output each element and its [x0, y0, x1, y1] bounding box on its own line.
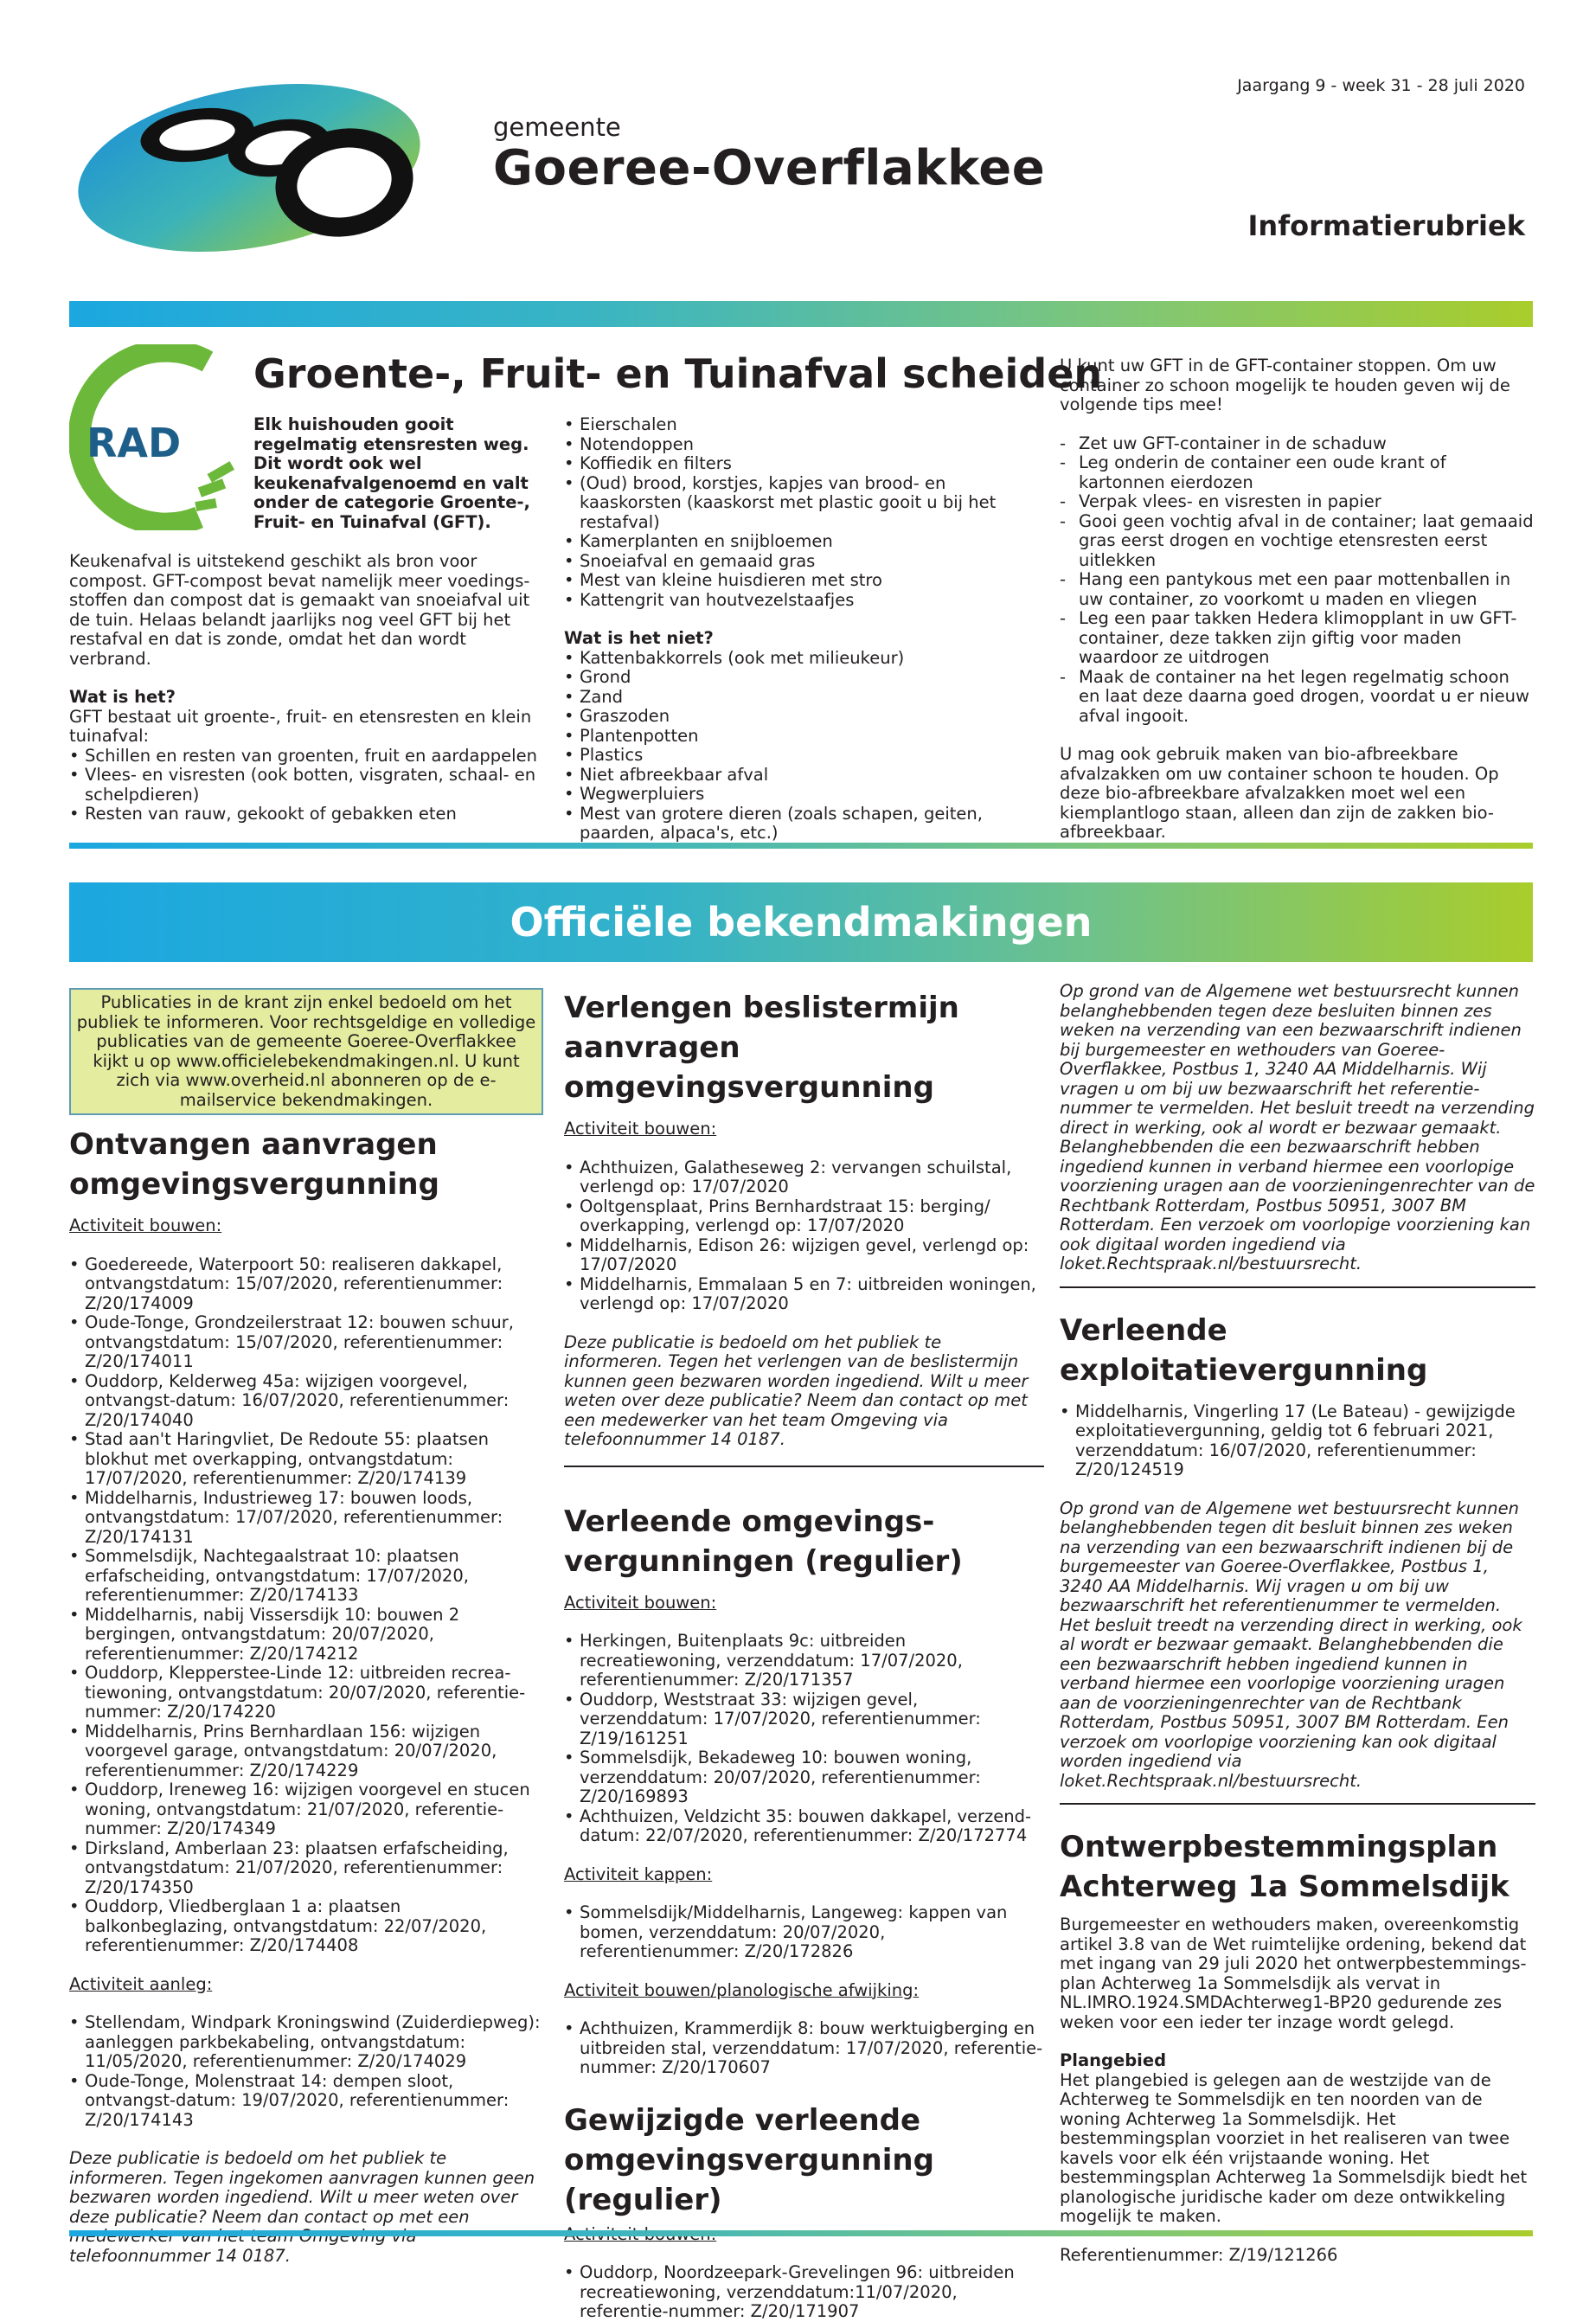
list-item: • Sommelsdijk, Nachtegaalstraat 10: plaatsen erfafscheiding, ontvangstdatum: 17/07/2020, referentienummer: Z/20/174133	[69, 1547, 543, 1606]
list-item: • Achthuizen, Krammerdijk 8: bouw werktuigberging en uitbreiden stal, verzenddatum: 17/07/2020, referentie-nummer: Z/20/170607	[564, 2019, 1044, 2078]
list-item: • Snoeiafval en gemaaid gras	[564, 552, 1044, 572]
list-item: • Niet afbreekbaar afval	[564, 766, 1044, 786]
gft-intro: Elk huishouden gooit regelmatig etensresten weg. Dit wordt ook wel keukenafvalgenoemd en valt onder de categorie Groente-, Fruit- en Tuinafval (GFT).	[253, 414, 530, 532]
list-item: • Kattengrit van houtvezelstaafjes	[564, 591, 1044, 611]
section-divider	[1060, 1286, 1535, 1288]
bezwaar-paragraph-2: Op grond van de Algemene wet bestuursrecht kunnen belanghebbenden tegen dit besluit binnen zes weken na verzending van een bezwaarschrift indienen bij de burgemeester van Goeree-Overflakkee, Postbus 1, 3240 AA Middelharnis. Wij vragen u om bij uw bezwaarschrift het referentienummer te vermelden. Het besluit treedt na verzending direct in werking, ook al wordt er bezwaar gemaakt. Belanghebbenden die een bezwaarschrift hebben ingediend kunnen in verband hiermee een voorlopige voorziening uragen aan de voorzieningenrechter van de Rechtbank Rotterdam, Postbus 50951, 3007 BM Rotterdam. Een verzoek om voorlopige voorziening kan ook digitaal worden ingediend via loket.Rechtspraak.nl/bestuursrecht.	[1060, 1498, 1522, 1791]
heading-exploitatievergunning: Verleende exploitatievergunning	[1060, 1312, 1428, 1388]
gft-tips-intro: U kunt uw GFT in de GFT-container stoppen. Om uw container zo schoon mogelijk te houden geven wij de volgende tips mee!	[1060, 356, 1510, 414]
list-item: • Dirksland, Amberlaan 23: plaatsen erfafscheiding, ontvangstdatum: 21/07/2020, referentienummer: Z/20/174350	[69, 1839, 543, 1898]
list-item: • (Oud) brood, korstjes, kapjes van brood- en kaaskorsten (kaaskorst met plastic gooit u bij het restafval)	[564, 474, 1044, 533]
issue-line: Jaargang 9 - week 31 - 28 juli 2020	[1237, 76, 1525, 95]
top-divider-bar	[69, 301, 1533, 327]
official-column-2	[564, 988, 1044, 2322]
heading-gewijzigde-verleende: Gewijzigde verleende omgevingsvergunning (regulier)	[564, 2102, 934, 2217]
gft-what-heading: Wat is het?	[69, 687, 176, 707]
official-banner: Officiële bekendmakingen	[69, 882, 1533, 962]
official-column-3	[1060, 982, 1535, 2265]
gft-not-heading: Wat is het niet?	[564, 628, 714, 648]
list-item: • Sommelsdijk, Bekadeweg 10: bouwen woning, verzenddatum: 20/07/2020, referentienummer: Z/20/169893	[564, 1748, 1044, 1807]
list-item: • Plantenpotten	[564, 727, 1044, 747]
list-item: • Middelharnis, Edison 26: wijzigen gevel, verlengd op: 17/07/2020	[564, 1236, 1044, 1275]
list-item: - Leg onderin de container een oude krant of kartonnen eierdozen	[1060, 453, 1535, 492]
publication-note: Deze publicatie is bedoeld om het publiek te informeren. Tegen ingekomen aanvragen kunnen geen bezwaren worden ingediend. Wilt u meer weten over deze publicatie? Neem dan contact op met een telefoonnummer 14 0187.	[69, 2148, 535, 2266]
list-item: - Verpak vlees- en visresten in papier	[1060, 492, 1535, 512]
verleend-kappen-list	[564, 1903, 1044, 1962]
list-item: • Stad aan't Haringvliet, De Redoute 55: plaatsen blokhut met overkapping, ontvangstdatum: 17/07/2020, referentienummer: Z/20/174139	[69, 1430, 543, 1489]
list-item: • Kamerplanten en snijbloemen	[564, 532, 1044, 552]
subheading: Activiteit bouwen:	[564, 1592, 717, 1613]
aanvragen-aanleg-list	[69, 2013, 543, 2130]
list-item: • Zand	[564, 688, 1044, 708]
list-item: • Oude-Tonge, Grondzeilerstraat 12: bouwen schuur, ontvangstdatum: 15/07/2020, referentienummer: Z/20/174011	[69, 1313, 543, 1372]
heading-ontvangen-aanvragen: Ontvangen aanvragen omgevingsvergunning	[69, 1127, 439, 1202]
heading-ontwerpbestemmingsplan: Ontwerpbestemmingsplan Achterweg 1a Sommelsdijk	[1060, 1830, 1509, 1904]
bezwaar-paragraph-1: Op grond van de Algemene wet bestuursrecht kunnen belanghebbenden tegen deze besluiten binnen zes weken na verzending van een bezwaarschrift indienen bij burgemeester en wethouders van Goeree-Overflakkee, Postbus 1, 3240 AA Middelharnis. Wij vragen u om bij uw bezwaarschrift het referentie-nummer te vermelden. Het besluit treedt na verzending direct in werking, ook al wordt er bezwaar gemaakt. Belanghebbenden die een bezwaarschrift hebben ingediend kunnen in verband hiermee een voorlopige voorziening uragen aan de voorzieningenrechter van de Rechtbank Rotterdam, Postbus 50951, 3007 BM Rotterdam. Een verzoek om voorlopige voorziening kan ook digitaal worden ingediend via loket.Rechtspraak.nl/bestuursrecht.	[1060, 981, 1535, 1273]
gft-closing: U mag ook gebruik maken van bio-afbreekbare afvalzakken om uw container schoon te houden. Op deze bio-afbreekbare afvalzakken moet wel een kiemplantlogo staan, alleen dan zijn de zakken bio-afbreekbaar.	[1060, 744, 1499, 842]
list-item: • Oude-Tonge, Molenstraat 14: dempen sloot, ontvangst-datum: 19/07/2020, referentienummer: Z/20/174143	[69, 2072, 543, 2131]
list-item: - Leg een paar takken Hedera klimopplant in uw GFT-container, deze takken zijn giftig voor maden waardoor ze uitdrogen	[1060, 609, 1535, 668]
list-item: • Wegwerpluiers	[564, 785, 1044, 805]
list-item: • Sommelsdijk/Middelharnis, Langeweg: kappen van bomen, verzenddatum: 20/07/2020, referentienummer: Z/20/172826	[564, 1903, 1044, 1962]
list-item: • Kattenbakkorrels (ook met milieukeur)	[564, 649, 1044, 669]
aanvragen-bouwen-list	[69, 1255, 543, 1956]
official-column-1	[69, 1125, 543, 2285]
list-item: • Achthuizen, Galatheseweg 2: vervangen schuilstal, verlengd op: 17/07/2020	[564, 1158, 1044, 1197]
list-item: • Vlees- en visresten (ook botten, visgraten, schaal- en schelpdieren)	[69, 766, 541, 805]
list-item: • Middelharnis, Industrieweg 17: bouwen loods, ontvangstdatum: 17/07/2020, referentienummer: Z/20/174131	[69, 1489, 543, 1548]
section-label: Informatierubriek	[1247, 209, 1525, 242]
list-item: • Schillen en resten van groenten, fruit en aardappelen	[69, 747, 541, 767]
publication-note: Deze publicatie is bedoeld om het publiek te informeren. Tegen het verlengen van de beslistermijn kunnen geen bezwaren worden ingediend. Wilt u meer weten over deze publicatie? Neem dan contact op met een medewerker van het team Omgeving via telefoonnummer 14 0187.	[564, 1331, 1029, 1449]
list-item: • Middelharnis, Emmalaan 5 en 7: uitbreiden woningen, verlengd op: 17/07/2020	[564, 1275, 1044, 1314]
list-item: - Maak de container na het legen regelmatig schoon en laat deze daarna goed drogen, voordat u er nieuw afval ingooit.	[1060, 668, 1535, 727]
subheading: Activiteit bouwen:	[564, 1119, 717, 1139]
list-item: • Ouddorp, Kelderweg 45a: wijzigen voorgevel, ontvangst-datum: 16/07/2020, referentienummer: Z/20/174040	[69, 1372, 543, 1431]
exploitatie-list	[1060, 1402, 1535, 1480]
plangebied-heading: Plangebied	[1060, 2050, 1167, 2070]
logo-gemeente-label: gemeente	[493, 112, 621, 142]
list-item: • Ouddorp, Vliedberglaan 1 a: plaatsen balkonbeglazing, ontvangstdatum: 22/07/2020, referentienummer: Z/20/174408	[69, 1897, 543, 1956]
list-item: • Ouddorp, Weststraat 33: wijzigen gevel, verzenddatum: 17/07/2020, referentienummer: Z/19/161251	[564, 1690, 1044, 1749]
list-item: • Middelharnis, Vingerling 17 (Le Bateau) - gewijzigde exploitatievergunning, geldig tot 6 februari 2021, verzenddatum: 16/07/2020, referentienummer: Z/20/124519	[1060, 1402, 1535, 1480]
list-item: • Middelharnis, nabij Vissersdijk 10: bouwen 2 bergingen, ontvangstdatum: 20/07/2020, referentienummer: Z/20/174212	[69, 1606, 543, 1665]
list-item: • Goedereede, Waterpoort 50: realiseren dakkapel, ontvangstdatum: 15/07/2020, referentienummer: Z/20/174009	[69, 1255, 543, 1314]
notice-box: Publicaties in de krant zijn enkel bedoeld om het publiek te informeren. Voor rechtsgeldige en volledige publicaties van de gemeente Goeree-Overflakkee kijkt u op www.officielebekendmakingen.nl. U kunt zich via www.overheid.nl abonneren op de e-mailservice bekendmakingen.	[69, 988, 543, 1115]
list-item: • Mest van grotere dieren (zoals schapen, geiten, paarden, alpaca's, etc.)	[564, 805, 1044, 843]
list-item: • Mest van kleine huisdieren met stro	[564, 571, 1044, 591]
gft-column-2	[564, 415, 1044, 843]
logo-town-name: Goeree-Overflakkee	[493, 140, 1046, 196]
municipality-logo	[67, 74, 457, 256]
list-item: • Grond	[564, 668, 1044, 688]
list-item: • Notendoppen	[564, 435, 1044, 455]
rad-logo	[69, 344, 242, 530]
section-divider	[1060, 1803, 1535, 1805]
verlengen-list	[564, 1158, 1044, 1314]
list-item: • Resten van rauw, gekookt of gebakken eten	[69, 805, 541, 824]
gft-what-list	[69, 747, 541, 824]
gft-tips-list	[1060, 434, 1535, 727]
ontwerp-paragraph: Burgemeester en wethouders maken, overeenkomstig artikel 3.8 van de Wet ruimtelijke ordening, bekend dat met ingang van 29 juli 2020 het ontwerpbestemmings-plan Achterweg 1a Sommelsdijk als vervat in NL.IMRO.1924.SMDAchterweg1-BP20 gedurende zes weken voor een ieder ter inzage wordt gelegd.	[1060, 1915, 1527, 2032]
list-item: • Koffiedik en filters	[564, 454, 1044, 474]
gewijzigd-list	[564, 2263, 1044, 2322]
subheading: Activiteit bouwen/planologische afwijking:	[564, 1979, 920, 2000]
section-divider	[564, 1466, 1044, 1467]
gft-not-list	[564, 649, 1044, 843]
list-item: • Achthuizen, Veldzicht 35: bouwen dakkapel, verzend-datum: 22/07/2020, referentienummer: Z/20/172774	[564, 1807, 1044, 1846]
gft-yes-list	[564, 415, 1044, 610]
verleend-bouwen-list	[564, 1632, 1044, 1846]
rad-logo-text: RAD	[87, 420, 182, 466]
gft-para1: Keukenafval is uitstekend geschikt als bron voor compost. GFT-compost bevat namelijk meer voedings-stoffen dan compost dat is gemaakt van snoeiafval uit de tuin. Helaas belandt jaarlijks nog veel GFT bij het restafval en dat is zonde, omdat het dan wordt verbrand.	[69, 551, 530, 669]
heading-verlengen-beslistermijn: Verlengen beslistermijn aanvragen omgevingsvergunning	[564, 991, 959, 1105]
gft-column-1	[69, 552, 541, 824]
list-item: - Hang een pantykous met een paar mottenballen in uw container, zo voorkomt u maden en vliegen	[1060, 570, 1535, 609]
gft-column-3	[1060, 356, 1535, 862]
list-item: - Gooi geen vochtig afval in de container; laat gemaaid gras eerst drogen en vochtige etensresten eerst uitlekken	[1060, 512, 1535, 571]
subheading: Activiteit aanleg:	[69, 1973, 213, 1994]
gft-what-text: GFT bestaat uit groente-, fruit- en etensresten en klein tuinafval:	[69, 706, 532, 746]
list-item: • Ooltgensplaat, Prins Bernhardstraat 15: berging/ overkapping, verlengd op: 17/07/2020	[564, 1197, 1044, 1236]
verleend-afwijking-list	[564, 2019, 1044, 2078]
list-item: - Zet uw GFT-container in de schaduw	[1060, 434, 1535, 454]
list-item: • Ouddorp, Noordzeepark-Grevelingen 96: uitbreiden recreatiewoning, verzenddatum:11/07/2020, referentie-nummer: Z/20/171907	[564, 2263, 1044, 2322]
subheading: Activiteit kappen:	[564, 1863, 713, 1884]
list-item: • Herkingen, Buitenplaats 9c: uitbreiden recreatiewoning, verzenddatum: 17/07/2020, referentienummer: Z/20/171357	[564, 1632, 1044, 1690]
list-item: • Eierschalen	[564, 415, 1044, 435]
list-item: • Ouddorp, Ireneweg 16: wijzigen voorgevel en stucen woning, ontvangstdatum: 21/07/2020, referentie-nummer: Z/20/174349	[69, 1780, 543, 1839]
list-item: • Ouddorp, Klepperstee-Linde 12: uitbreiden recrea-tiewoning, ontvangstdatum: 20/07/2020, referentie-nummer: Z/20/174220	[69, 1664, 543, 1722]
list-item: • Plastics	[564, 746, 1044, 766]
subheading: Activiteit bouwen:	[69, 1216, 222, 1235]
plangebied-text: Het plangebied is gelegen aan de westzijde van de Achterweg te Sommelsdijk en ten noorden van de woning Achterweg 1a Sommelsdijk. Het bestemmingsplan voorziet in het realiseren van twee kavels voor elk één vrijstaande woning. Het bestemmingsplan Achterweg 1a Sommelsdijk biedt het planologische juridische kader om deze ontwikkeling mogelijk te maken.	[1060, 2069, 1528, 2226]
heading-verleende-omgevingsvergunningen: Verleende omgevings-vergunningen (regulier)	[564, 1504, 963, 1579]
gft-bottom-rule	[69, 843, 1533, 849]
gft-title: Groente-, Fruit- en Tuinafval scheiden	[253, 350, 1103, 397]
list-item: • Stellendam, Windpark Kroningswind (Zuiderdiepweg): aanleggen parkbekabeling, ontvangstdatum: 11/05/2020, referentienummer: Z/20/174029	[69, 2013, 543, 2072]
reference-number: Referentienummer: Z/19/121266	[1060, 2244, 1338, 2265]
bottom-rule	[69, 2230, 1533, 2236]
list-item: • Middelharnis, Prins Bernhardlaan 156: wijzigen voorgevel garage, ontvangstdatum: 20/07/2020, referentienummer: Z/20/174229	[69, 1722, 543, 1781]
list-item: • Graszoden	[564, 707, 1044, 727]
